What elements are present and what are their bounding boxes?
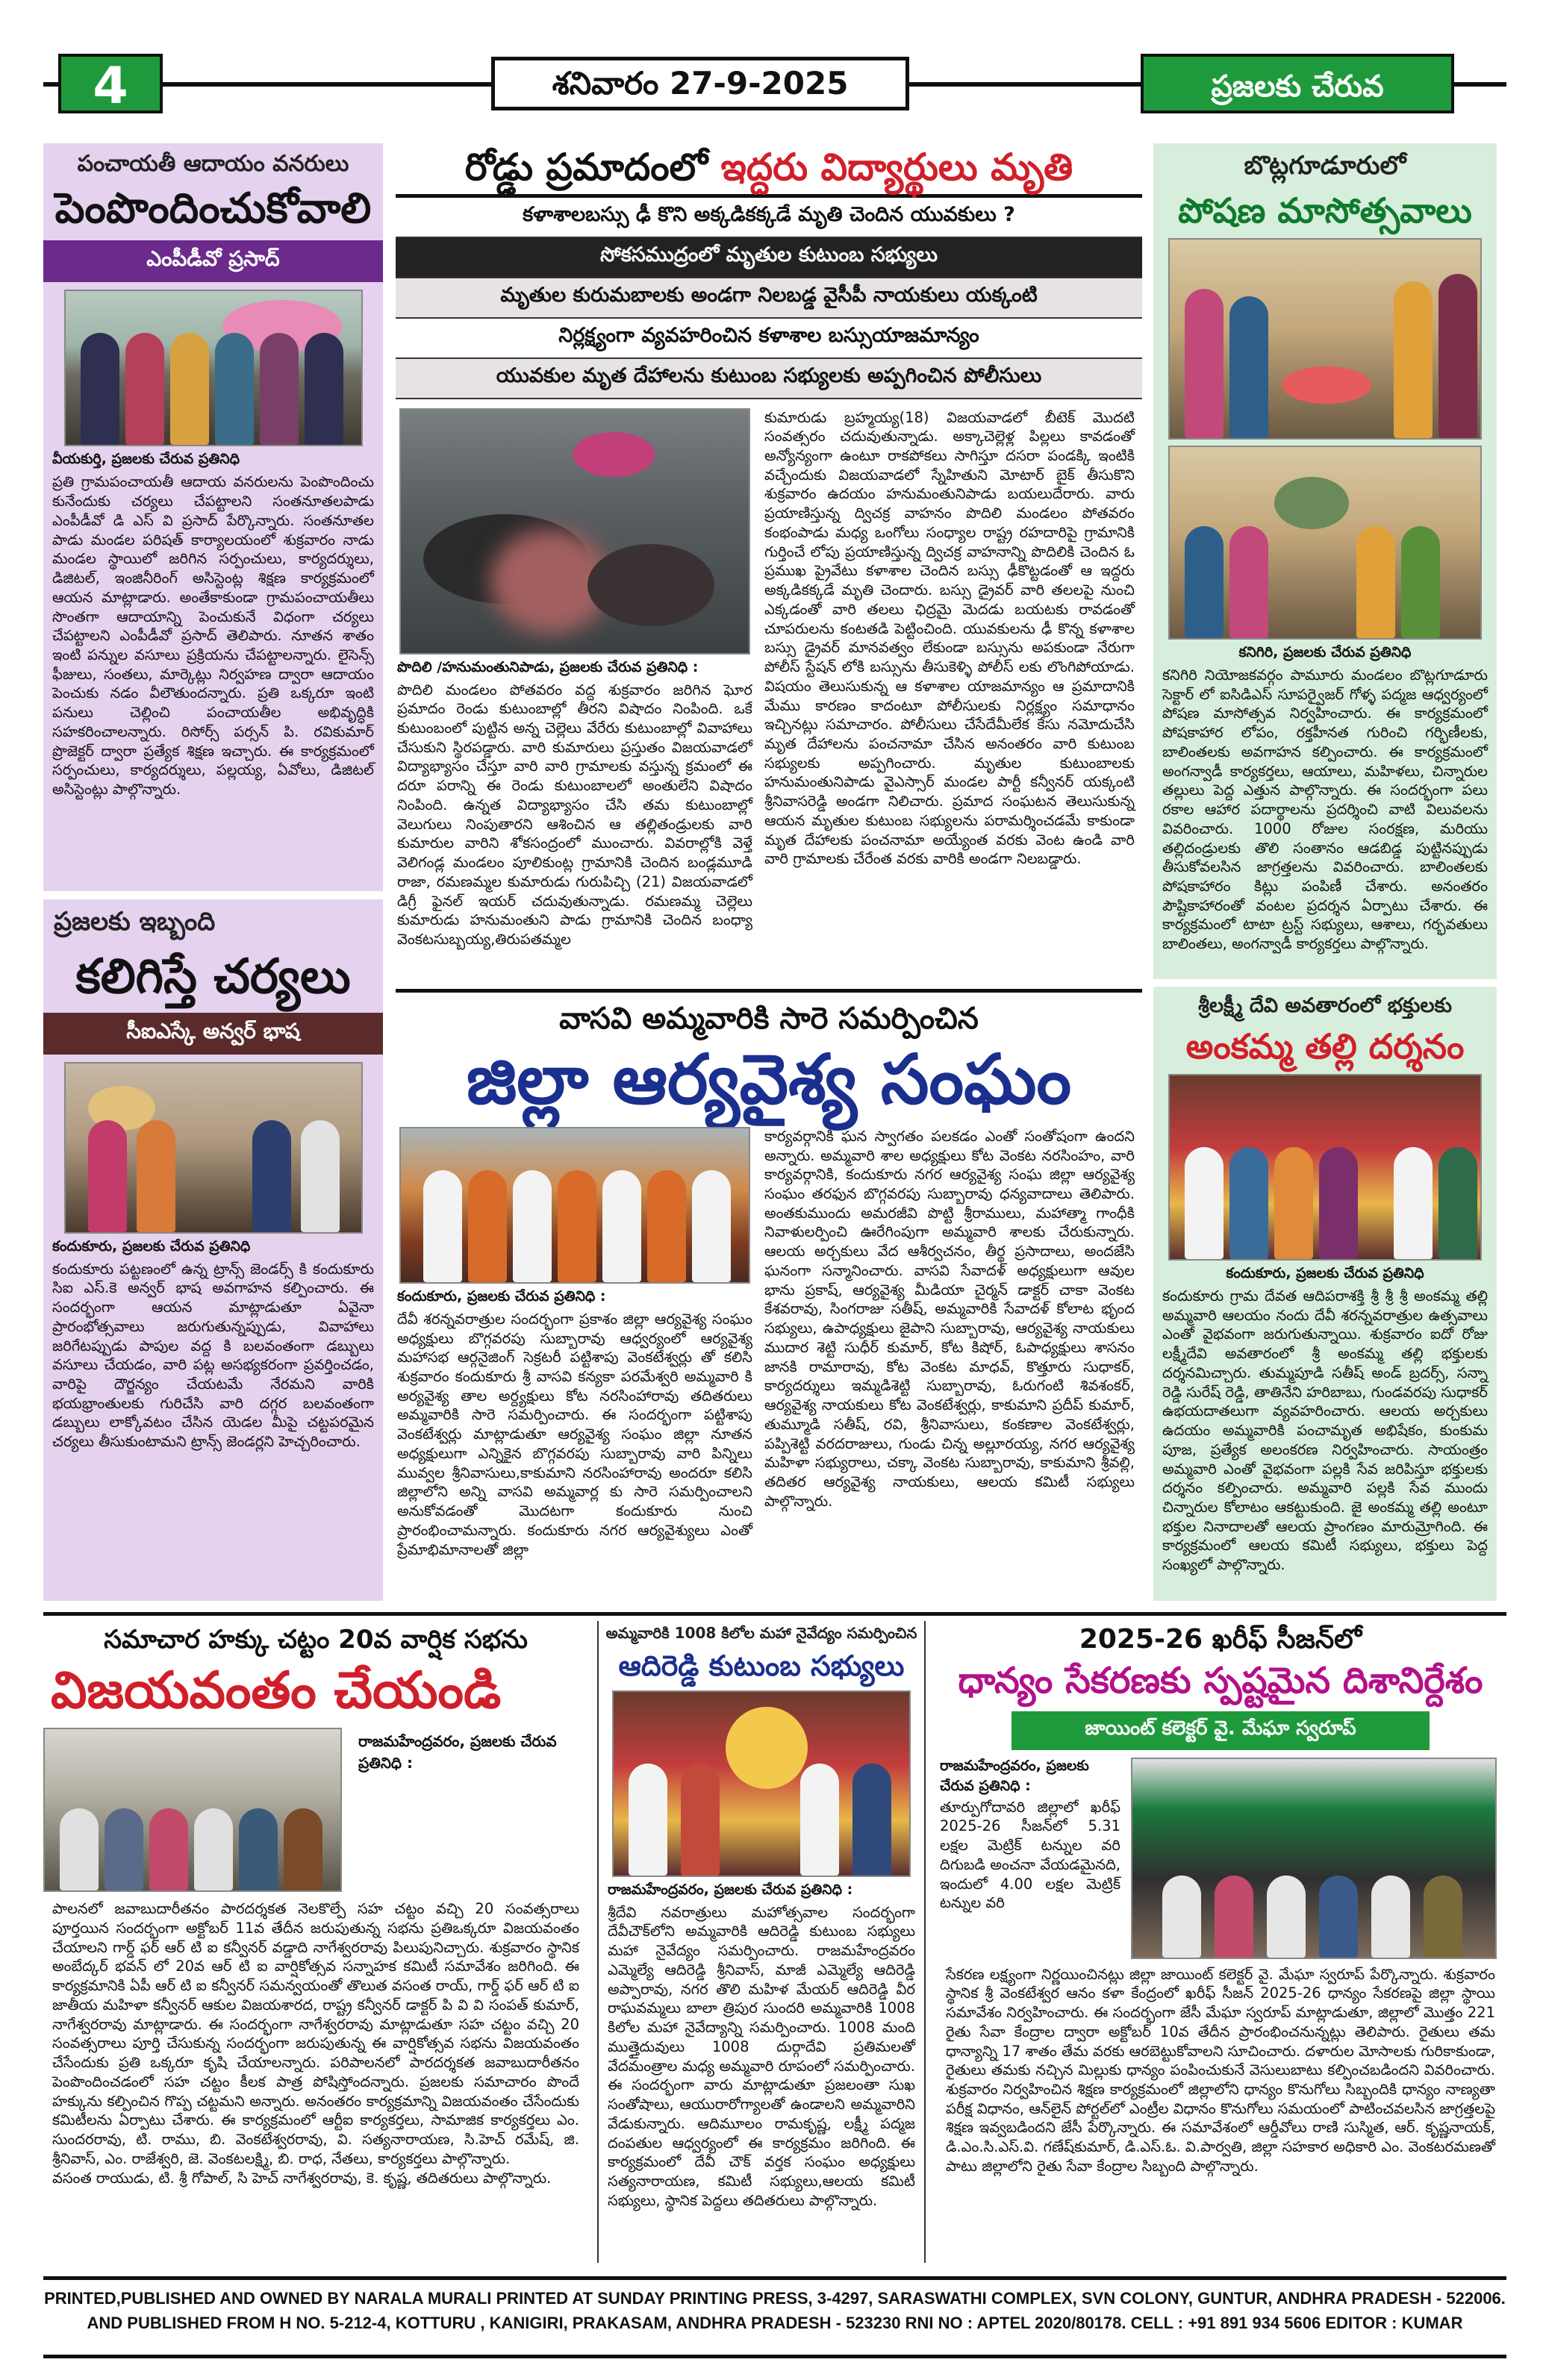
left-top-article: [43, 143, 383, 891]
photo-caption: కందుకూరు, ప్రజలకు చేరువ ప్రతినిధి: [1226, 1264, 1424, 1281]
article-kicker: శ్రీలక్ష్మీ దేవి అవతారంలో భక్తులకు: [1198, 994, 1452, 1017]
subheadline-2: సోకసముద్రంలో మృతుల కుటుంబ సభ్యులు: [396, 238, 1142, 278]
masthead: [43, 48, 1506, 119]
article-kicker: అమ్మవారికి 1008 కిలోల మహా నైవేద్యం సమర్పించిన: [605, 1624, 917, 1642]
article-body: కందుకూరు పట్టణంలో ఉన్న ట్రాన్స్ జెండర్స్ కి కందుకూరు సిఐ ఎస్.కె అన్వర్ భాష అవగాహన కల్పించారు. ఈ సందర్భంగా ఆయన మాట్లాడుతూ ఏవైనా ప్రారంభోత్సవాలు జరుగుతున్నప్పుడు, వివాహాలు జరిగేటప్పుడు పాపుల వద్ద కి బలవంతంగా డబ్బులు వసూలు చేయడం, వారి పట్ల అసభ్యకరంగా ప్రవర్తించడం, వారిపై దౌర్జన్యం చేయటమే నేరమని వారికి భయభ్రాంతులకు గురిచేసి వారి దగ్గర బలవంతంగా డబ్బులు లాక్కోవటం చేసిన యెడల మీపై చట్టపరమైన చర్యలు తీసుకుంటామని ట్రాన్స్ జెండర్లని హెచ్చరించారు.: [52, 1260, 374, 1451]
photo-caption: పొదిలి /హనుమంతునిపాడు, ప్రజలకు చేరువ ప్రతినిధి :: [397, 658, 699, 675]
photo-caption: రాజమహేంద్రవరం, ప్రజలకు చేరువ ప్రతినిధి :: [940, 1757, 1089, 1794]
headline-part-a: రోడ్డు ప్రమాదంలో: [464, 146, 708, 189]
article-body: సేకరణ లక్ష్యంగా నిర్ణయించినట్లు జిల్లా జాయింట్ కలెక్టర్ వై. మేఘా స్వరూప్ పేర్కొన్నారు. శుక్రవారం స్థానిక శ్రీ వెంకటేశ్వర ఆనం కళా కేంద్రంలో ఖరీఫ్ సీజన్ 2025-26 ధాన్యం సేకరణపై జిల్లా స్థాయి సమావేశం నిర్వహించారు. ఈ సందర్భంగా జేసీ మేఘా స్వరూప్ మాట్లాడుతూ, జిల్లాలో మొత్తం 221 రైతు సేవా కేంద్రాల ద్వారా అక్టోబర్ 10వ తేదీన ప్రారంభించనున్నట్లు తెలిపారు. రైతులు తమ ధాన్యాన్ని 17 శాతం తేమ వరకు ఆరబెట్టుకోవాలని సూచించారు. దళారుల మోసాలకు గురికాకుండా, రైతులు తమకు నచ్చిన మిల్లుకు ధాన్యం పంపించుకునే వెసులుబాటు కల్పించబడిందని వివరించారు. శుక్రవారం నిర్వహించిన శిక్షణ కార్యక్రమంలో జిల్లాలోని ధాన్యం కొనుగోలు సిబ్బందికి ధాన్యం నాణ్యతా పరీక్ష విధానం, ఆన్‌లైన్ పోర్టల్‌లో ఎంట్రీల విధానం కొనుగోలు సమయంలో పాటించవలసిన జాగ్రత్తలపై శిక్షణ ఇవ్వబడిందని జేసీ పేర్కొన్నారు. ఈ సమావేశంలో ఆర్డీవోలు రాణి సుస్మిత, ఆర్. కృష్ణనాయక్, డి.ఎం.సి.ఎస్.వి. గణేష్‌కుమార్, డి.ఎస్.ఓ. వి.పార్వతి, జిల్లా సహకార అధికారి ఎం. వెంకటరమణతో పాటు జిల్లాలోని రైతు సేవా కేంద్రాల సిబ్బంది పాల్గొన్నారు.: [946, 1965, 1495, 2175]
article-headline: విజయవంతం చేయండి: [51, 1661, 502, 1721]
article-kicker: సమాచార హక్కు చట్టం 20వ వార్షిక సభను: [104, 1625, 528, 1655]
photo-caption: రాజమహేంద్రవరం, ప్రజలకు చేరువ ప్రతినిధి :: [608, 1881, 853, 1898]
article-body: ప్రతి గ్రామపంచాయతీ ఆదాయ వనరులను పెంపొందించు కునేందుకు చర్యలు చేపట్టాలని సంతనూతలపాడు ఎంపీడీవో డి ఎస్ వి ప్రసాద్ పేర్కొన్నారు. సంతనూతల పాడు మండల పరిషత్ కార్యాలయంలో శుక్రవారం నాడు మండల స్థాయిలో జరిగిన సర్పంచులు, కార్యదర్శులు, డిజిటల్, ఇంజినీరింగ్ అసిస్టెంట్ల శిక్షణ కార్యక్రమంలో ఆయన మాట్లాడారు. అంతేకాకుండా గ్రామపంచాయతీలు సొంతగా ఆదాయాన్ని పెంచుకునే విధంగా చర్యలు చేపట్టాలని ఎంపీడీవో ప్రసాద్ తెలిపారు. నూతన శాతం ఇంటి పన్నుల వసూలు ప్రక్రియను చేపట్టాలన్నారు. లైసెన్స్ ఫీజులు, సంతలు, మార్కెట్లు నిర్వహణ ద్వారా ఆదాయం పెంచుకు నడం వీలౌతుందన్నారు. ప్రతి ఒక్కరూ ఇంటి పనులు చెల్లించి పంచాయతీల అభివృద్ధికి సహకరించాలన్నారు. రిసోర్స్ పర్సన్ పి. రవికుమార్ ప్రొజెక్టర్ ద్వారా ప్రత్యేక శిక్షణ ఇచ్చారు. ఈ కార్యక్రమంలో సర్పంచులు, కార్యదర్శులు, పల్లయ్య, ఏవోలు, డిజిటల్ అసిస్టెంట్లు పాల్గొన్నారు.: [52, 473, 374, 799]
photo-caption: కందుకూరు, ప్రజలకు చేరువ ప్రతినిధి :: [397, 1287, 606, 1305]
photo-caption: కందుకూరు, ప్రజలకు చేరువ ప్రతినిధి: [52, 1237, 251, 1255]
article-kicker: పంచాయతీ ఆదాయం వనరులు: [77, 151, 349, 177]
page-number: 4: [58, 54, 163, 113]
article-photo: [43, 1728, 342, 1892]
article-photo: [612, 1690, 911, 1877]
imprint-line-2: AND PUBLISHED FROM H NO. 5-212-4, KOTTURU , KANIGIRI, PRAKASAM, ANDHRA PRADESH - 523230 RNI NO : APTEL 2020/80178. CELL : +91 891 934 5606 EDITOR : KUMAR: [87, 2314, 1463, 2332]
article-body-left: పొదిలి మండలం పోతవరం వద్ద శుక్రవారం జరిగిన ఘోర ప్రమాదం రెండు కుటుంబాల్లో తీరని విషాదం నింపింది. ఒకే కుటుంబంలో పుట్టిన అన్న చెల్లెలు వేరేరు కుటుంబాల్లో వివాహాలు చేసుకుని స్థిరపడ్డారు. వారి కుమారులు ప్రస్తుతం విజయవాడలో విద్యాభ్యాసం చేస్తూ వారి వారి గ్రామాలకు వస్తున్న క్రమంలో ఈ దరూ పరాన్ని ఈ రెండు కుటుంబాలలో అంతులేని విషాదం నింపింది. ఉన్నత విద్యాభ్యాసం చేసి తమ కుటుంబాల్లో వెలుగులు నింపుతారని ఆశించిన ఆ తల్లితండ్రులకు వారి కుమారుల వారిని శోకసంద్రంలో ముంచారు. వివరాల్లోకి వెళ్తే వెలిగండ్ల మండలం పూలికుంట్ల గ్రామానికి చెందిన బండ్లమూడి రాజా, రమణమ్మల కుమారుడు గురుపిచ్చి (21) విజయవాడలో డిగ్రీ ఫైనల్ ఇయర్ చదువుతున్నాడు. రమణమ్మ చెల్లెలు కుమారుడు హనుమంతుని పాడు గ్రామానికి చెందిన బంధ్యా వెంకటసుబ్బయ్య,తిరుపతమ్మల: [397, 681, 752, 949]
subheadline-3: మృతుల కురుమబాలకు అండగా నిలబడ్డ వైసీపీ నాయకులు యక్కంటి: [396, 278, 1142, 319]
article-byline: జాయింట్ కలెక్టర్ వై. మేఘా స్వరూప్: [1011, 1711, 1430, 1750]
brand-name: ప్రజలకు చేరువ: [1141, 54, 1454, 113]
article-headline: ఆదిరెడ్డి కుటుంబ సభ్యులు: [618, 1649, 905, 1682]
right-top-article: [1153, 143, 1497, 979]
photo-caption: రాజమహేంద్రవరం, ప్రజలకు చేరువ ప్రతినిధి :: [358, 1732, 557, 1772]
article-kicker: వాసవి అమ్మవారికి సారె సమర్పించిన: [559, 1002, 979, 1036]
left-bottom-article: [43, 899, 383, 1601]
article-body-end: వసంత రాయుడు, టి. శ్రీ గోపాల్, సి హెచ్ నాగేశ్వరరావు, కె. కృష్ణ, తదితరులు పాల్గొన్నారు.: [52, 2169, 552, 2187]
article-body: పాలనలో జవాబుదారీతనం పారదర్శకత నెలకొల్పే సహ చట్టం వచ్చి 20 సంవత్సరాలు పూర్తయిన సందర్భంగా అక్టోబర్ 11వ తేదీన జరుపుతున్న సభను ప్రతిఒక్కరూ విజయవంతం చేయాలని గార్డ్ ఫర్ ఆర్ టి ఐ కన్వీనర్ వడ్డాది నాగేశ్వరరావు పిలుపునిచ్చారు. శుక్రవారం స్థానిక అంబేద్కర్ భవన్ లో 20వ ఆర్ టి ఐ వార్షికోత్సవ సన్నాహక కమిటీ సమావేశం జరిగింది. ఈ కార్యక్రమానికి ఏపీ ఆర్ టి ఐ కన్వీనర్ సమన్వయంతో తొలుత వసంత రాయ్, గార్డ్ ఫర్ ఆర్ టి ఐ జాతీయ మహిళా కన్వీనర్ ఆకుల విజయశారద, రాష్ట్ర కన్వీనర్ డాక్టర్ పి వి వి సంపత్ కుమార్, నాగేశ్వరరావు మాట్లాడారు. ఈ సందర్భంగా నాగేశ్వరరావు మాట్లాడుతూ సహ చట్టం వచ్చి 20 సంవత్సరాలు పూర్తి చేసుకున్న సందర్భంగా జరుపుతున్న ఈ వార్షికోత్సవ సభను విజయవంతం చేసేందుకు ప్రతి ఒక్కరూ కృషి చేయాలన్నారు. పరిపాలనలో పారదర్శకత జవాబుదారీతనం పెంపొందించడంలో సహ చట్టం కీలక పాత్ర పోషిస్తోందన్నారు. ప్రజలకు సమాచారం పొందే హక్కును కల్పించిన గొప్ప చట్టమని అన్నారు. అనంతరం కార్యక్రమాన్ని విజయవంతం చేసేందుకు కమిటీలను ఏర్పాటు చేశారు. ఈ కార్యక్రమంలో ఆర్టీఐ కార్యకర్తలు, సామాజిక కార్యకర్తలు ఎం. సుందరరావు, టి. రాము, బి. వెంకటేశ్వరరావు, వి. సత్యనారాయణ, సి.హెచ్ రమేష్, జి. శ్రీనివాస్, ఎం. రాజేశ్వరి, జె. వెంకటలక్ష్మి, బి. రాధ, నేతలు, కార్యకర్తలు పాల్గొన్నారు.: [52, 1900, 579, 2167]
article-body-left: దేవీ శరన్నవరాత్రుల సందర్భంగా ప్రకాశం జిల్లా ఆర్యవైశ్య సంఘం అధ్యక్షులు బొగ్గవరపు సుబ్బారావు ఆధ్వర్యంలో ఆర్యవైశ్య మహాసభ ఆర్గనైజింగ్ సెక్రటరీ పట్టిశాపు వెంకటేశ్వర్లు తో కలిసి శుక్రవారం కందుకూరు శ్రీ వాసవి కన్యకా పరమేశ్వరి అమ్మవారి కి అర్యవైశ్య తాల అర్ద్యక్షులు కోట నరసింహారావు తదితరులు అమ్మవారికి సారె సమర్పించారు. ఈ సందర్భంగా పట్టిశాపు వెంకటేశ్వర్లు మాట్లాడుతూ ఆర్యవైశ్య సంఘం జిల్లా నూతన అధ్యక్షులుగా ఎన్నికైన బొగ్గవరపు సుబ్బారావు వారి పిన్నిలు మువ్వల శ్రీనివాసులు,కాకుమాని నరసింహారావు అందరూ కలిసి జిల్లాలోని అన్ని వాసవి అమ్మవార్ల కు సారె సమర్పించాలని అనుకోవడంతో మొదటగా కందుకూరు నుంచి ప్రారంభించామన్నారు. కందుకూరు నగర ఆర్యవైశ్యులు ఎంతో ప్రేమాభిమానాలతో జిల్లా: [397, 1310, 752, 1558]
article-body: కనిగిరి నియోజకవర్గం పామూరు మండలం బొట్లగూడూరు సెక్టార్ లో ఐసిడిఎస్ సూపర్వైజర్ గోళ్ళ పద్మజ ఆధ్వర్యంలో పోషణ మాసోత్సవ నిర్వహించారు. ఈ కార్యక్రమంలో పోషకాహార లోపం, రక్తహీనత గురించి గర్భిణీలకు, బాలింతలకు అవగాహన కల్పించారు. ఈ కార్యక్రమంలో అంగన్వాడీ కార్యకర్తలు, ఆయాలు, మహిళలు, చిన్నారుల తల్లులు పెద్ద ఎత్తున పాల్గొన్నారు. ఈ సందర్భంగా పలు రకాల ఆహార పదార్థాలను ప్రదర్శించి వాటి విలువలను వివరించారు. 1000 రోజుల సంరక్షణ, మరియు తల్లిదండ్రులకు తొలి సంతానం ఆడబిడ్డ పుట్టినప్పుడు తీసుకోవలసిన జాగ్రత్తలను వివరించారు. బాలింతలకు పోషకాహారం కిట్లు పంపిణీ చేశారు. అనంతరం పౌష్టికాహారంతో వంటల ప్రదర్శన ఏర్పాటు చేశారు. ఈ కార్యక్రమంలో టాటా ట్రస్ట్ సభ్యులు, ఆశాలు, గర్భవతులు బాలింతలు, అంగన్వాడీ కార్యకర్తలు పాల్గొన్నారు.: [1162, 666, 1488, 953]
article-photo: [64, 1062, 363, 1234]
center-top-article: [396, 143, 1142, 987]
right-bottom-article: [1153, 987, 1497, 1601]
article-headline: అంకమ్మ తల్లి దర్శనం: [1185, 1026, 1465, 1066]
section-divider: [43, 1612, 1506, 1616]
article-kicker: బొట్లగూడూరులో: [1244, 151, 1406, 181]
article-headline: పెంపొందించుకోవాలి: [54, 184, 372, 233]
article-headline: కలిగిస్తే చర్యలు: [75, 949, 351, 1005]
article-headline: [396, 143, 1142, 194]
subheadline-4: నిర్లక్ష్యంగా వ్యవహరించిన కళాశాల బస్సుయాజమాన్యం: [396, 319, 1142, 359]
article-body-right: కుమారుడు బ్రహ్మయ్య(18) విజయవాడలో బీటెక్ మొదటి సంవత్సరం చదువుతున్నాడు. అక్కాచెల్లెళ్ల పిల్లలు కావడంతో అన్యోన్యంగా ఉంటూ రాకపోకలు సాగిస్తూ దసరా పండక్కి ఇంటికి వచ్చేందుకు విజయవాడలో స్నేహితుని మోటార్ బైక్ తీసుకొని శుక్రవారం ఉదయం హనుమంతునిపాడు బయలుదేరారు. వారు ప్రయాణిస్తున్న ద్విచక్ర వాహనం పొదిలి మండలం పోతవరం కంభంపాడు మధ్య ఒంగోలు సంధ్యాల రాష్ట్ర రహదారిపై గ్రామానికి గుర్తించే లోపు ప్రయాణిస్తున్న ద్విచక్ర వాహనాన్ని పొదిలికి చెందిన ఓ ప్రముఖ ప్రైవేటు కళాశాల చెందిన బస్సు ఢీకొట్టడంతో ఆ ఇద్దరు అక్కడికక్కడే మృతి చెందారు. బస్సు డ్రైవర్ వారి తలలపై నుంచి ఎక్కడంతో వారి తలలు ఛిద్రమై మెదడు బయటకు రావడంతో చూపరులను కంటతడి పెట్టించింది. యువకులను ఢీ కొన్న కళాశాల బస్సు డ్రైవర్ మానవత్వం లేకుండా బస్సును అపకుండా నేరుగా పోలీస్ స్టేషన్ లోకి బస్సును తీసుకెళ్ళి పోలీస్ లకు లొంగిపోయాడు. విషయం తెలుసుకున్న ఆ కళాశాల యాజమాన్యం ఆ ప్రమాదానికి మేము కారణం కాదంటూ పోలీసులకు నిర్లక్ష్యం సమాధానం ఇచ్చినట్లు సమాచారం. పోలీసులు చేసేదేమీలేక కేసు నమోదుచేసి మృత దేహాలను పంచనామా చేసిన అనంతరం వారి కుటుంబ సభ్యులకు అప్పగించారు. మృతుల కుటుంబాలకు హనుమంతునిపాడు వైఎస్సార్ మండల పార్టీ కన్వీనర్ యక్కంటి శ్రీనివాసరెడ్డి అండగా నిలిచారు. ప్రమాద సంఘటన తెలుసుకున్న ఆయన మృతుల కుటుంబ సభ్యులను పరామర్శించడమే కాకుండా మృత దేహాలకు పంచనామా అయ్యేంత వరకు వెంట ఉండి వారి వారి గ్రామాలకు చేరేంత వరకు వారికి అండగా నిలబడ్డారు.: [764, 408, 1135, 868]
article-body-side: తూర్పుగోదావరి జిల్లాలో ఖరీఫ్ 2025-26 సీజన్‌లో 5.31 లక్షల మెట్రిక్ టన్నుల వరి దిగుబడి అంచనా వేయడమైనది, ఇందులో 4.00 లక్షల మెట్రిక్ టన్నుల వరి: [940, 1798, 1120, 1912]
photo-caption: కనిగిరి, ప్రజలకు చేరువ ప్రతినిధి: [1238, 643, 1412, 660]
article-headline: ధాన్యం సేకరణకు స్పష్టమైన దిశానిర్దేశం: [958, 1660, 1483, 1702]
article-kicker: 2025-26 ఖరీఫ్ సీజన్‌లో: [1079, 1624, 1362, 1655]
subheadline-5: యువకుల మృత దేహాలను కుటుంబ సభ్యులకు అప్పగించిన పోలీసులు: [396, 359, 1142, 399]
article-body: శ్రీదేవి నవరాత్రులు మహోత్సవాల సందర్భంగా దేవీచౌక్‌లోని అమ్మవారికి ఆదిరెడ్డి కుటుంబ సభ్యులు మహా నైవేద్యం సమర్పించారు. రాజమహేంద్రవరం ఎమ్మెల్యే ఆదిరెడ్డి శ్రీనివాస్, మాజీ ఎమ్మెల్యే ఆదిరెడ్డి అప్పారావు, నగర తొలి మహిళ మేయర్ ఆదిరెడ్డి వీర రాఘవమ్మలు బాలా త్రిపుర సుందరి అమ్మవారికి 1008 కిలోల మహా నైవేద్యాన్ని సమర్పించారు. 1008 మంది ముత్తైదువులు 1008 దుర్గాదేవి ప్రతిమలతో వేదమంత్రాల మధ్య అమ్మవారి రూపంలో సమర్పించారు. ఈ సందర్భంగా వారు మాట్లాడుతూ ప్రజలంతా సుఖ సంతోషాలు, ఆయురారోగ్యాలతో ఉండాలని అమ్మవారిని వేడుకున్నారు. ఆదిమూలం రామకృష్ణ, లక్ష్మీ పద్మజ దంపతుల ఆధ్వర్యంలో ఈ కార్యక్రమం జరిగింది. ఈ కార్యక్రమంలో దేవీ చౌక్ వర్తక సంఘం అధ్యక్షులు సత్యనారాయణ, కమిటీ సభ్యులు,ఆలయ కమిటీ సభ్యులు, స్థానిక పెద్దలు తదితరులు పాల్గొన్నారు.: [608, 1903, 915, 2209]
imprint-line-1: PRINTED,PUBLISHED AND OWNED BY NARALA MURALI PRINTED AT SUNDAY PRINTING PRESS, 3-4297, SARASWATHI COMPLEX, SVN COLONY, GUNTUR, ANDHRA PRADESH - 522006.: [44, 2289, 1506, 2308]
article-photo-2: [1168, 446, 1482, 640]
subheadline-1: కళాశాలబస్సు ఢీ కొని అక్కడికక్కడే మృతి చెందిన యువకులు ?: [396, 198, 1142, 238]
article-headline: పోషణ మాసోత్సవాలు: [1178, 190, 1472, 231]
bottom-right-article: [937, 1621, 1504, 2263]
article-photo: [1131, 1758, 1497, 1959]
article-kicker: ప్రజలకు ఇబ్బంది: [54, 907, 216, 937]
article-headline: జిల్లా ఆర్యవైశ్య సంఘం: [466, 1040, 1072, 1119]
center-mid-article: [396, 989, 1142, 1601]
article-byline: ఎంపీడీవో ప్రసాద్: [43, 240, 383, 282]
photo-caption: వీయకుర్తి, ప్రజలకు చేరువ ప్రతినిధి: [52, 451, 240, 468]
article-photo-1: [1168, 238, 1482, 440]
article-body: కందుకూరు గ్రామ దేవత ఆదిపరాశక్తి శ్రీ శ్రీ శ్రీ అంకమ్మ తల్లి అమ్మవారి ఆలయం నందు దేవీ శరన్నవరాత్రుల ఉత్సవాలు ఎంతో వైభవంగా జరుగుతున్నాయి. శుక్రవారం ఐదో రోజు లక్ష్మీదేవి అవతారంలో శ్రీ అంకమ్మ తల్లి భక్తులకు దర్శనమిచ్చారు. తుమ్మపూడి సతీష్ అండ్ బ్రదర్స్, సన్నా రెడ్డి సురేష్ రెడ్డి, తాతినేని హరిబాబు, గుండవరపు సుధాకర్ ఉభయదాతలుగా వ్యవహరించారు. ఆలయ అర్చకులు ఉదయం అమ్మవారికి పంచామృత అభిషేకం, కుంకుమ పూజ, ప్రత్యేక అలంకరణ నిర్వహించారు. సాయంత్రం అమ్మవారి ఎంతో వైభవంగా పల్లకి సేవ జరిపిస్తూ భక్తులకు దర్శనం కల్పించారు. అమ్మవారి పల్లకి సేవ ముందు చిన్నారుల కోలాటం ఆకట్టుకుంది. జై అంకమ్మ తల్లి అంటూ భక్తుల నినాదాలతో ఆలయ ప్రాంగణం మారుమ్రోగింది. ఈ కార్యక్రమంలో ఆలయ కమిటీ సభ్యులు, భక్తులు పెద్ద సంఖ్యలో పాల్గొన్నారు.: [1162, 1287, 1488, 1574]
headline-part-b: ఇద్దరు విద్యార్థులు మృతి: [720, 146, 1073, 189]
article-photo: [1168, 1074, 1482, 1261]
article-photo: [399, 408, 750, 655]
bottom-left-article: [43, 1621, 588, 2263]
article-body-right: కార్యవర్గానికి ఘన స్వాగతం పలకడం ఎంతో సంతోషంగా ఉందని అన్నారు. అమ్మవారి శాల అధ్యక్షులు కోట వెంకట నరసింహం, వారి కార్యవర్గానికి, కందుకూరు నగర ఆర్యవైశ్య సంఘ జిల్లా ఆర్యవైశ్య సంఘం తరఫున బొగ్గవరపు సుబ్బారావు ధన్యవాదాలు తెలిపారు. అంతకుముందు అమరజీవి పొట్టి శ్రీరాములు, మహాత్మా గాంధీకి నివాళులర్పించి ఊరేగింపుగా అమ్మవారి శాలకు చేరుకున్నారు. ఆలయ అర్చకులు వేద ఆశీర్వచనం, తీర్థ ప్రసాదాలు, అందజేసి ఘనంగా సన్మానించారు. వాసవి సేవాదళ్ అధ్యక్షులుగా ఆవుల భాను ప్రకాష్, ఆర్యవైశ్య మీడియా చైర్మన్ డాక్టర్ చాకా వెంకట కేశవరావు, సింగరాజు సతీష్, అమ్మవారికి సేవాదళ్ కోలాట భృంద సభ్యులు, ఉపాధ్యక్షులు జైపాని సుబ్బారావు, ఆర్యవైశ్య నాయకులు ముదార శెట్టి సుధీర్ కుమార్, కోట కిషోర్, ఓపాధ్యక్షులు శాసనం జానకి రామారావు, కోట వెంకట మాధవ్, కొత్తూరు సుధాకర్, కార్యదర్శులు ఇమ్మడిశెట్టి సుబ్బారావు, ఓరుగంటి శివశంకర్, ఆర్యవైశ్య నాయకులు కోట వెంకటేశ్వర్లు, కాకుమాని ప్రదీప్ కుమార్, తుమ్మూడి సతీష్, రవి, శ్రీనివాసులు, కంకణాల వెంకటేశ్వర్లు, పప్పిశెట్టి వరదరాజులు, గుండు చిన్న అల్లూరయ్య, నగర ఆర్యవైశ్య మహిళా సభ్యురాలు, చక్కా వెంకట సుబ్బారావు, కాకుమాని శ్రీవల్లి, తదితర ఆర్యవైశ్య నాయకులు, ఆలయ కమిటీ సభ్యులు పాల్గొన్నారు.: [764, 1127, 1135, 1510]
bottom-mid-article: [597, 1621, 926, 2263]
imprint-footer: [43, 2276, 1506, 2358]
article-byline: సీఐఎస్కే అన్వర్ భాష: [43, 1013, 383, 1055]
article-photo: [399, 1127, 750, 1284]
article-photo: [64, 290, 363, 446]
dateline: శనివారం 27-9-2025: [491, 57, 909, 110]
